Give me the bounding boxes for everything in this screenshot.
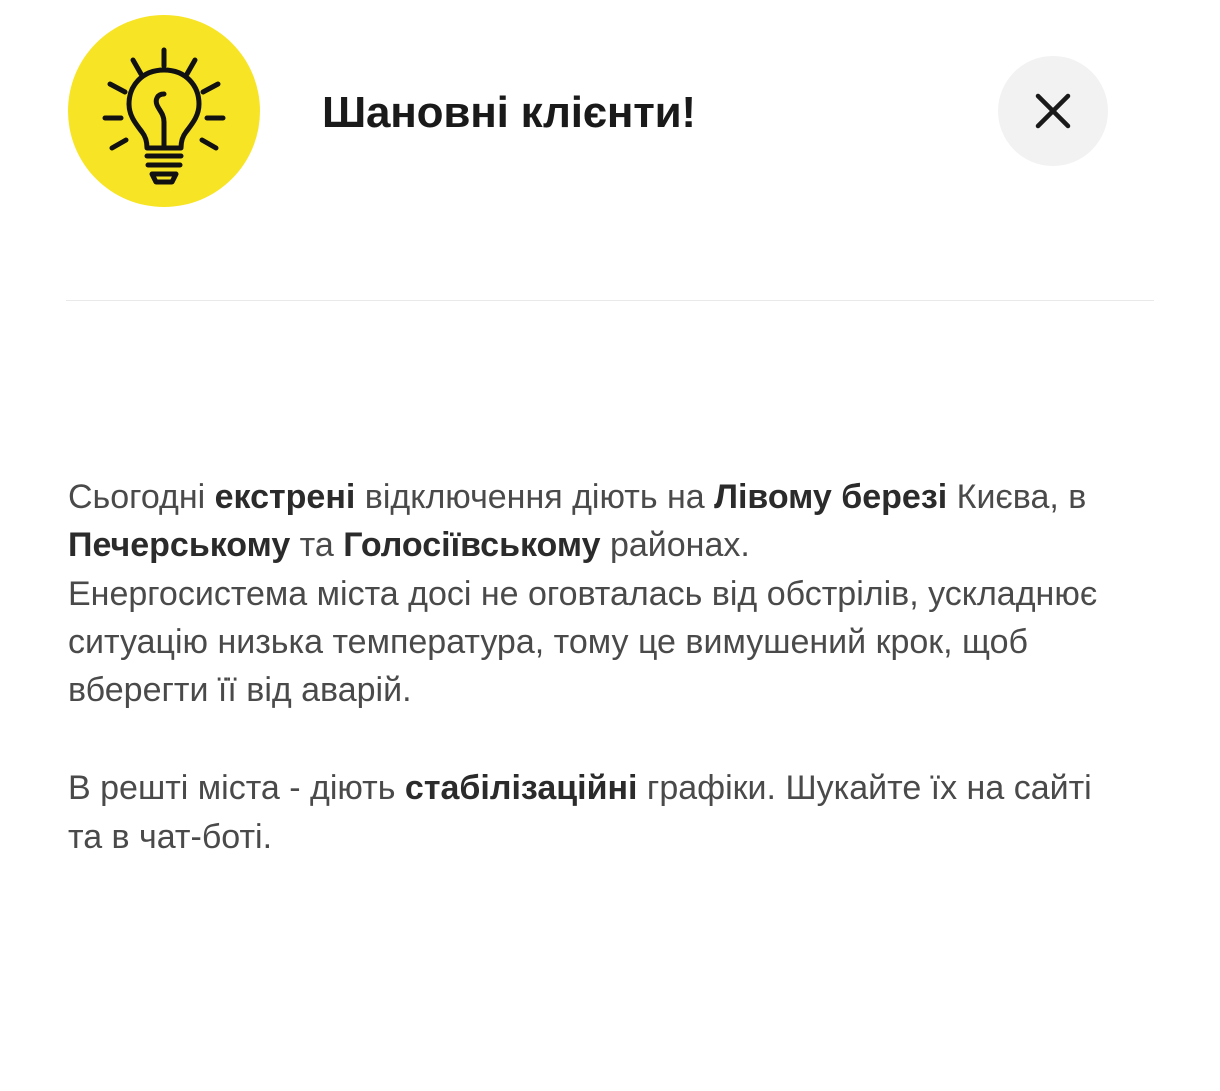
close-icon [1030, 88, 1076, 134]
notice-body [0, 301, 1220, 861]
body-text-run: Сьогодні [68, 478, 215, 516]
notice-paragraph [68, 570, 1120, 715]
body-text-run: графіки. Шукайте їх на сайті та в чат-боті. [68, 769, 1092, 856]
body-text-run: районах. [600, 526, 750, 565]
dialog-header [0, 0, 1220, 200]
emphasis-text: екстрені [214, 478, 356, 516]
body-text-run: Енергосистема міста досі не оговталась від обстрілів, ускладнює ситуацію низька температура, тому це вимушений крок, щоб вберегти її від аварій. [68, 574, 1098, 710]
body-text-run: В решті міста - діють [68, 769, 405, 808]
emphasis-text: Голосіївському [343, 526, 601, 565]
notice-paragraph [68, 473, 1120, 570]
body-text-run: Києва, в [947, 478, 1087, 516]
emphasis-text: Печерському [68, 526, 291, 565]
notice-paragraph [68, 764, 1120, 861]
emphasis-text: стабілізаційні [404, 769, 638, 808]
emphasis-text: Лівому березі [714, 478, 948, 516]
page-title: Шановні клієнти! [322, 88, 696, 137]
close-button[interactable] [998, 56, 1108, 166]
lightbulb-icon [68, 15, 260, 207]
body-text-run: та [290, 526, 344, 565]
body-text-run: відключення діють на [355, 478, 715, 516]
